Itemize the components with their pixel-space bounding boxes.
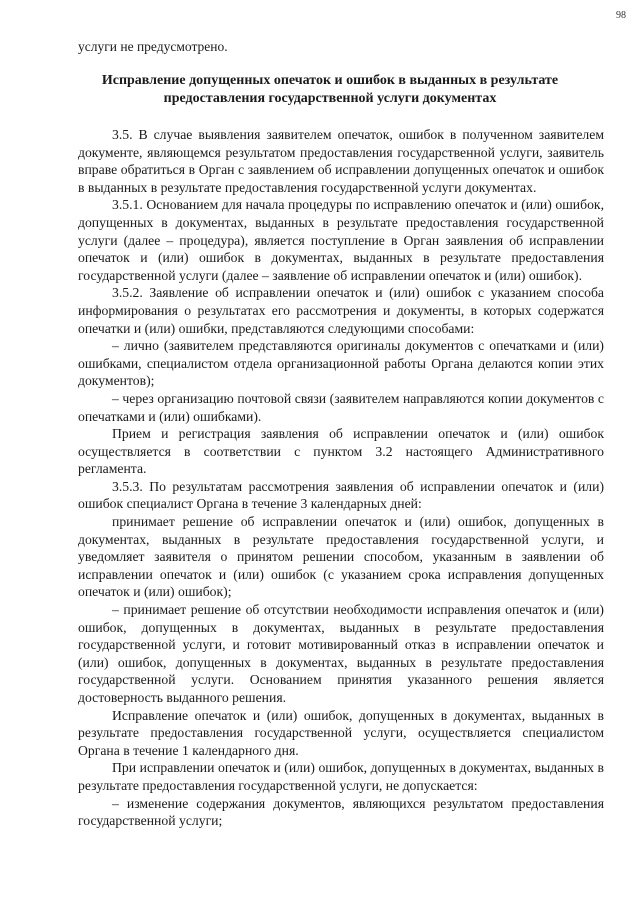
paragraph: Прием и регистрация заявления об исправлении опечаток и (или) ошибок осуществляется в соответствии с пунктом 3.2 настоящего Административного регламента.	[78, 426, 604, 477]
list-item: – изменение содержания документов, являющихся результатом предоставления государственной услуги;	[78, 795, 604, 829]
document-body	[78, 126, 604, 830]
list-item: принимает решение об исправлении опечаток и (или) ошибок, допущенных в документах, выданных в результате предоставления государственной услуги, и уведомляет заявителя о принятом решении способом, указанным в заявлении об исправлении опечаток и (или) ошибок (с указанием срока исправления допущенных опечаток и (или) ошибок);	[78, 514, 604, 600]
paragraph: При исправлении опечаток и (или) ошибок, допущенных в документах, выданных в результате предоставления государственной услуги, не допускается:	[78, 760, 604, 793]
carry-over-text: услуги не предусмотрено.	[78, 39, 228, 54]
section-title: Исправление допущенных опечаток и ошибок в выданных в результате предоставления государственной услуги документах	[101, 73, 559, 106]
paragraph: 3.5.3. По результатам рассмотрения заявления об исправлении опечаток и (или) ошибок специалист Органа в течение 3 календарных дней:	[78, 478, 604, 512]
page-number: 98	[616, 10, 626, 21]
list-item: – лично (заявителем представляются оригиналы документов с опечатками и (или) ошибками, специалистом отдела организационной работы Органа делаются копии этих документов);	[78, 338, 604, 389]
list-item: – через организацию почтовой связи (заявителем направляются копии документов с опечатками и (или) ошибками).	[78, 390, 604, 424]
paragraph: 3.5.2. Заявление об исправлении опечаток и (или) ошибок с указанием способа информирования о результатах его рассмотрения и документы, в которых содержатся опечатки и (или) ошибки, представляются следующими способами:	[78, 285, 604, 336]
paragraph: 3.5.1. Основанием для начала процедуры по исправлению опечаток и (или) ошибок, допущенных в документах, выданных в результате предоставления государственной услуги (далее – процедура), является поступление в Орган заявления об исправлении опечаток и (или) ошибок в документах, выданных в результате предоставления государственной услуги (далее – заявление об исправлении опечаток и (или) ошибок).	[78, 197, 604, 283]
list-item: – принимает решение об отсутствии необходимости исправления опечаток и (или) ошибок, допущенных в документах, выданных в результате предоставления государственной услуги, и готовит мотивированный отказ в исправлении опечаток и (или) ошибок, допущенных в документах, выданных в результате предоставления государственной услуги. Основанием принятия указанного решения является достоверность выданного решения.	[78, 602, 604, 705]
paragraph: 3.5. В случае выявления заявителем опечаток, ошибок в полученном заявителем документе, являющемся результатом предоставления государственной услуги, заявитель вправе обратиться в Орган с заявлением об исправлении допущенных опечаток и ошибок в выданных в результате предоставления государственной услуги документах.	[78, 127, 604, 195]
paragraph: Исправление опечаток и (или) ошибок, допущенных в документах, выданных в результате предоставления государственной услуги, осуществляется специалистом Органа в течение 1 календарного дня.	[78, 707, 604, 758]
